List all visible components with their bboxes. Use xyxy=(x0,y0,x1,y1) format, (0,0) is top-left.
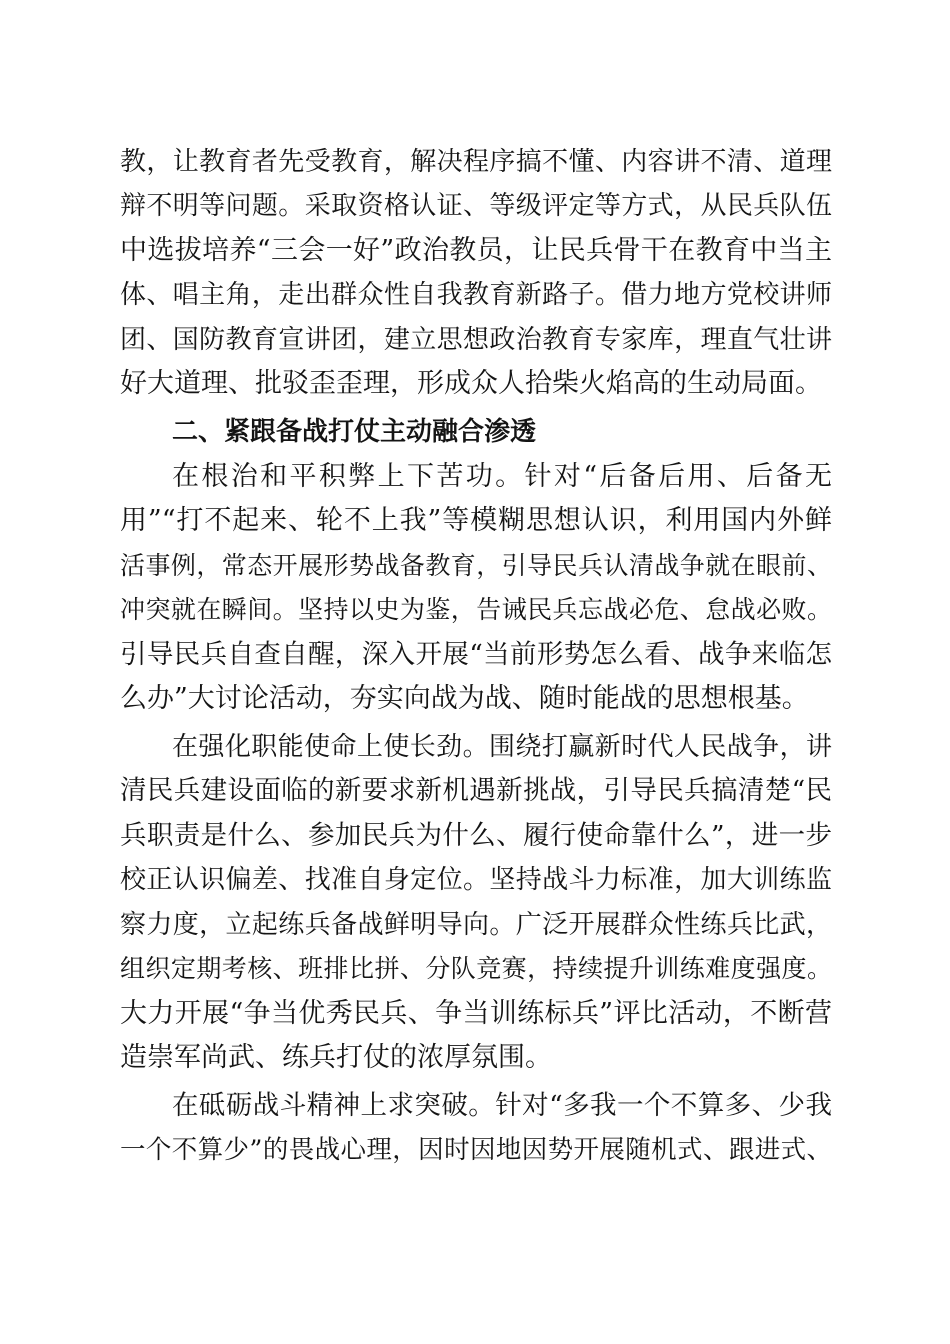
text-line: 大力开展“争当优秀民兵、争当训练标兵”评比活动，不断营 xyxy=(120,998,832,1029)
text-line: 体、唱主角，走出群众性自我教育新路子。借力地方党校讲师 xyxy=(120,280,832,310)
section-heading: 二、紧跟备战打仗主动融合渗透 xyxy=(172,417,537,447)
text-line: 组织定期考核、班排比拼、分队竞赛，持续提升训练难度强度。 xyxy=(120,954,832,983)
text-line: 察力度，立起练兵备战鲜明导向。广泛开展群众性练兵比武， xyxy=(120,910,832,940)
text-line: 辩不明等问题。采取资格认证、等级评定等方式，从民兵队伍 xyxy=(120,191,832,221)
text-line: 一个不算少”的畏战心理，因时因地因势开展随机式、跟进式、 xyxy=(120,1135,832,1165)
text-line: 造崇军尚武、练兵打仗的浓厚氛围。 xyxy=(120,1042,552,1073)
text-line: 用”“打不起来、轮不上我”等模糊思想认识，利用国内外鲜 xyxy=(120,505,832,536)
paragraph-first-line: 在砥砺战斗精神上求突破。针对“多我一个不算多、少我 xyxy=(172,1090,832,1121)
text-line: 引导民兵自查自醒，深入开展“当前形势怎么看、战争来临怎 xyxy=(120,639,832,670)
text-line: 好大道理、批驳歪歪理，形成众人拾柴火焰高的生动局面。 xyxy=(120,368,822,399)
text-line: 冲突就在瞬间。坚持以史为鉴，告诫民兵忘战必危、怠战必败。 xyxy=(120,595,832,624)
paragraph-first-line: 在根治和平积弊上下苦功。针对“后备后用、后备无 xyxy=(172,461,832,492)
text-line: 中选拔培养“三会一好”政治教员，让民兵骨干在教育中当主 xyxy=(120,235,832,266)
text-line: 校正认识偏差、找准自身定位。坚持战斗力标准，加大训练监 xyxy=(120,865,832,895)
paragraph-first-line: 在强化职能使命上使长劲。围绕打赢新时代人民战争，讲 xyxy=(172,732,832,762)
text-line: 活事例，常态开展形势战备教育，引导民兵认清战争就在眼前、 xyxy=(120,551,832,580)
text-line: 兵职责是什么、参加民兵为什么、履行使命靠什么”，进一步 xyxy=(120,820,832,851)
text-line: 团、国防教育宣讲团，建立思想政治教育专家库，理直气壮讲 xyxy=(120,325,832,355)
text-line: 么办”大讨论活动，夯实向战为战、随时能战的思想根基。 xyxy=(120,683,809,714)
text-line: 教，让教育者先受教育，解决程序搞不懂、内容讲不清、道理 xyxy=(120,147,832,177)
text-line: 清民兵建设面临的新要求新机遇新挑战，引导民兵搞清楚“民 xyxy=(120,775,832,806)
